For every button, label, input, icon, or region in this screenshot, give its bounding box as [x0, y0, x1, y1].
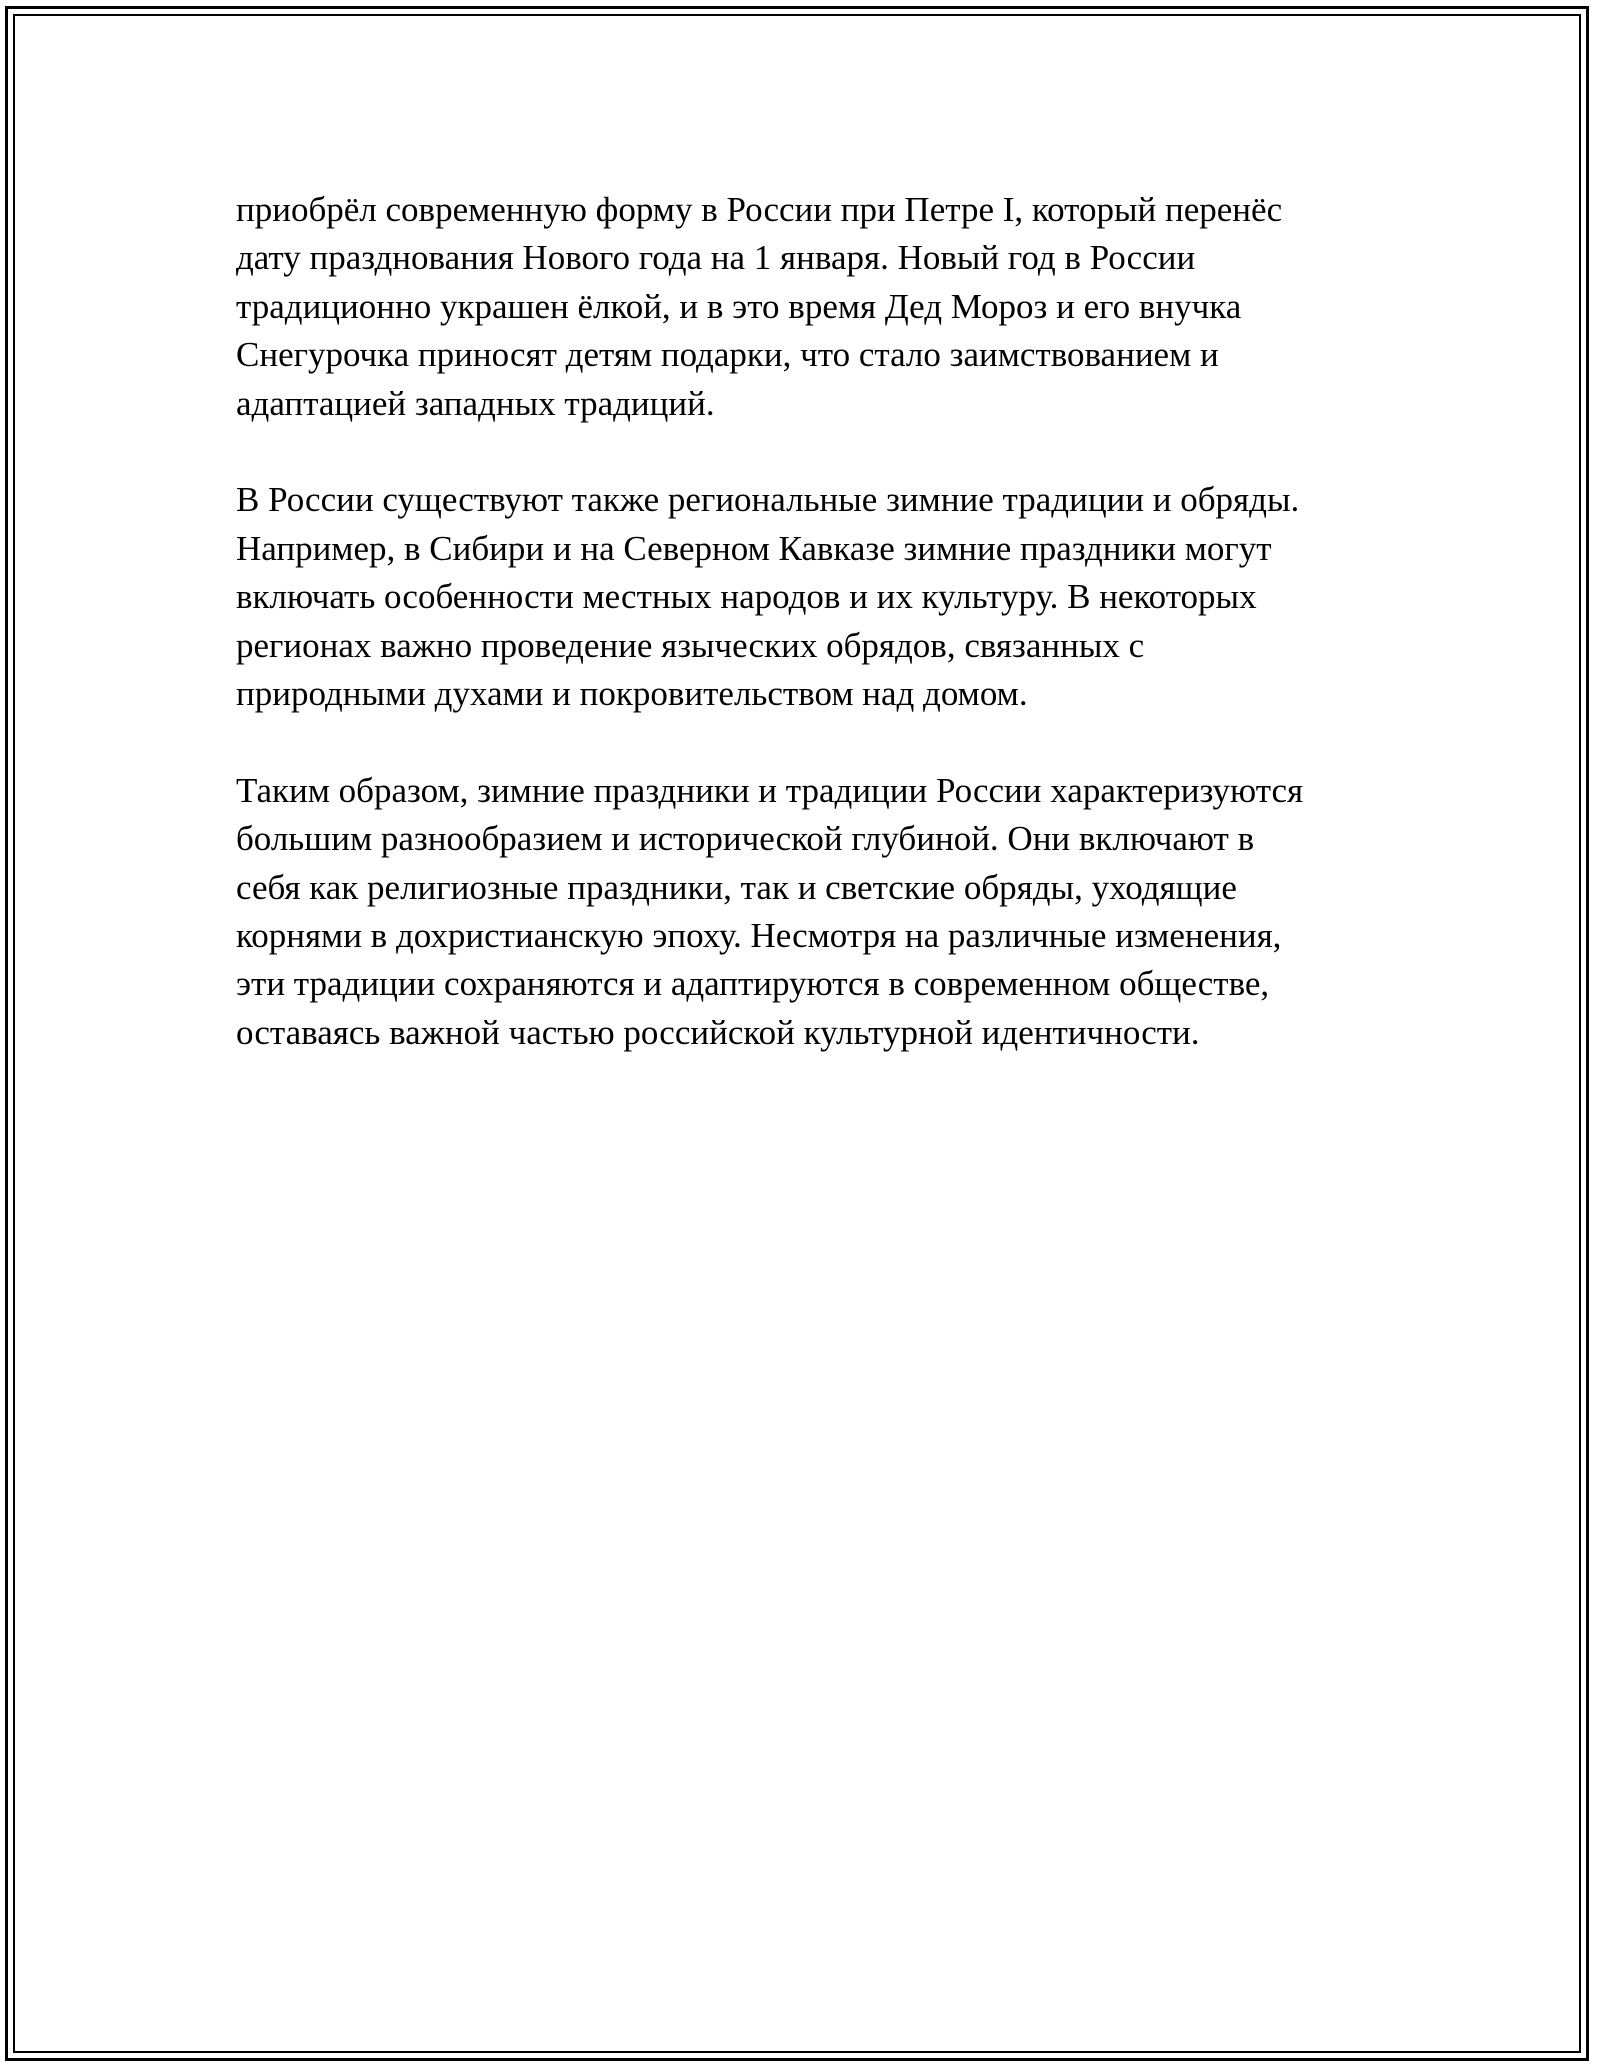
text-line: Снегурочка приносят детям подарки, что стало заимствованием и	[236, 335, 1219, 375]
text-line: большим разнообразием и исторической глубиной. Они включают в	[236, 819, 1255, 859]
text-line: Таким образом, зимние праздники и традиции России характеризуются	[236, 770, 1304, 810]
text-line: эти традиции сохраняются и адаптируются в современном обществе,	[236, 964, 1270, 1004]
text-line: Например, в Сибири и на Северном Кавказе зимние праздники могут	[236, 528, 1272, 568]
text-line: В России существуют также региональные зимние традиции и обряды.	[236, 480, 1300, 520]
text-line: адаптацией западных традиций.	[236, 383, 715, 423]
text-line: включать особенности местных народов и их культуру. В некоторых	[236, 577, 1257, 617]
text-line: дату празднования Нового года на 1 января. Новый год в России	[236, 238, 1196, 278]
text-line: себя как религиозные праздники, так и светские обряды, уходящие	[236, 867, 1237, 907]
text-line: традиционно украшен ёлкой, и в это время Дед Мороз и его внучка	[236, 286, 1242, 326]
paragraph-regional-traditions	[236, 476, 1386, 718]
text-line: корнями в дохристианскую эпоху. Несмотря на различные изменения,	[236, 916, 1282, 956]
text-line: оставаясь важной частью российской культурной идентичности.	[236, 1012, 1200, 1052]
paragraph-conclusion	[236, 767, 1386, 1057]
paragraph-new-year	[236, 186, 1386, 428]
text-line: приобрёл современную форму в России при Петре I, который перенёс	[236, 190, 1283, 229]
text-line: природными духами и покровительством над домом.	[236, 674, 1028, 714]
document-body	[236, 186, 1386, 1106]
text-line: регионах важно проведение языческих обрядов, связанных с	[236, 625, 1145, 665]
